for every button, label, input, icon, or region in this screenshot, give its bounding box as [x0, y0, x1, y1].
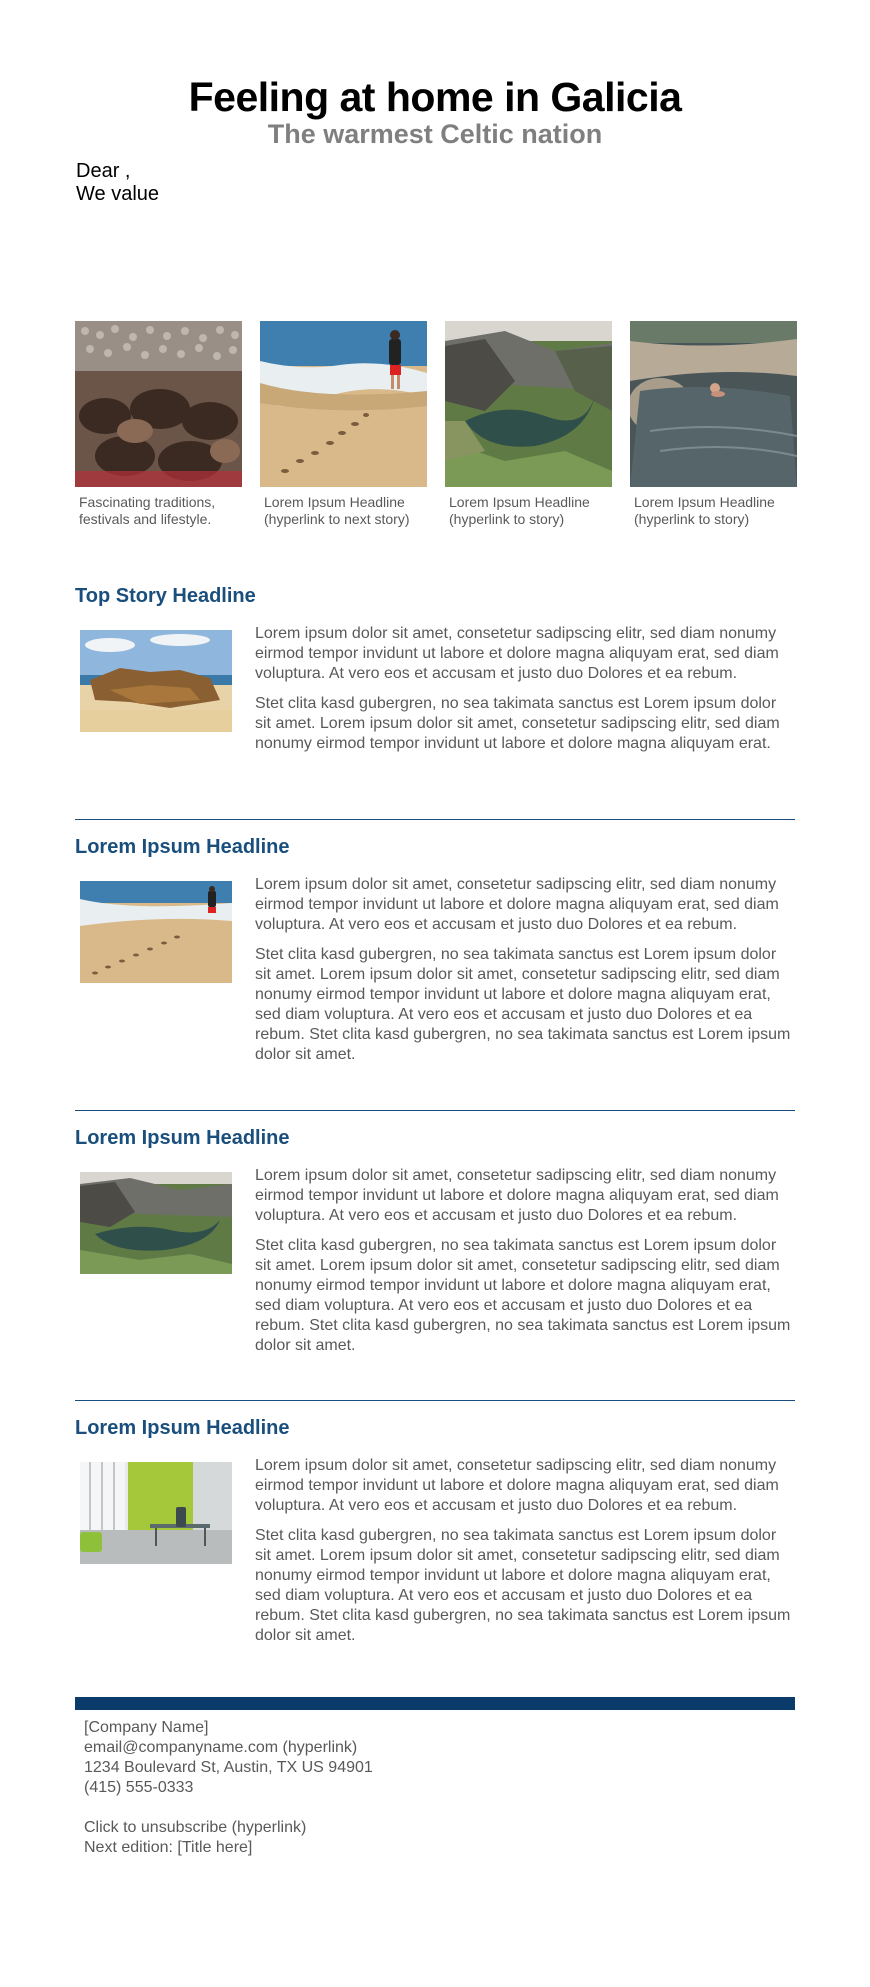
unsubscribe-link[interactable]: Click to unsubscribe (hyperlink) — [84, 1819, 307, 1836]
section-divider — [75, 1110, 795, 1111]
story-headline[interactable]: Lorem Ipsum Headline — [75, 1127, 290, 1149]
story-paragraph: Stet clita kasd gubergren, no sea takimata sanctus est Lorem ipsum dolor sit amet. Lorem ipsum dolor sit amet, consetetur sadipscing elitr, sed diam nonumy eirmod tempor invidunt ut labore et dolore magna aliquyam erat, sed diam voluptura. At vero eos et accusam et justo duo Dolores et ea rebum. Stet clita kasd gubergren, no sea takimata sanctus est Lorem ipsum dolor sit amet. — [255, 1237, 791, 1354]
newsletter-subtitle: The warmest Celtic nation — [267, 119, 603, 149]
section-divider — [75, 1400, 795, 1401]
story-headline[interactable]: Lorem Ipsum Headline — [75, 836, 290, 858]
story-paragraph: Lorem ipsum dolor sit amet, consetetur sadipscing elitr, sed diam nonumy eirmod tempor invidunt ut labore et dolore magna aliquyam erat, sed diam voluptura. At vero eos et accusam et justo duo Dolores et ea rebum. — [255, 876, 779, 933]
river-canyon-photo[interactable] — [80, 1172, 232, 1274]
thumbnail-caption[interactable]: Lorem Ipsum Headline (hyperlink to story) — [634, 494, 775, 527]
story-section — [75, 1127, 795, 1377]
greeting — [76, 160, 159, 206]
footer-bar — [75, 1697, 795, 1710]
thumbnail-caption: Fascinating traditions, festivals and lifestyle. — [79, 494, 216, 527]
phone: (415) 555-0333 — [84, 1779, 194, 1796]
greeting-line: Dear , — [76, 160, 131, 182]
story-paragraph: Stet clita kasd gubergren, no sea takimata sanctus est Lorem ipsum dolor sit amet. Lorem ipsum dolor sit amet, consetetur sadipscing elitr, sed diam nonumy eirmod tempor invidunt ut labore et dolore magna aliquyam erat. — [255, 695, 780, 752]
thumbnail-card[interactable] — [260, 321, 427, 528]
thumbnail-card[interactable] — [445, 321, 612, 528]
beach-footprints-photo[interactable] — [80, 881, 232, 983]
company-name: [Company Name] — [84, 1719, 209, 1736]
next-edition: Next edition: [Title here] — [84, 1839, 253, 1856]
story-section — [75, 585, 795, 810]
story-paragraph: Lorem ipsum dolor sit amet, consetetur sadipscing elitr, sed diam nonumy eirmod tempor invidunt ut labore et dolore magna aliquyam erat, sed diam voluptura. At vero eos et accusam et justo duo Dolores et ea rebum. — [255, 1457, 779, 1514]
story-headline[interactable]: Lorem Ipsum Headline — [75, 1417, 290, 1439]
river-canyon-photo[interactable] — [445, 321, 612, 487]
newsletter-title: Feeling at home in Galicia — [188, 74, 682, 120]
thumbnail-card[interactable] — [630, 321, 797, 528]
story-section — [75, 1417, 795, 1667]
story-paragraph: Lorem ipsum dolor sit amet, consetetur sadipscing elitr, sed diam nonumy eirmod tempor invidunt ut labore et dolore magna aliquyam erat, sed diam voluptura. At vero eos et accusam et justo duo Dolores et ea rebum. — [255, 625, 779, 682]
story-paragraph: Lorem ipsum dolor sit amet, consetetur sadipscing elitr, sed diam nonumy eirmod tempor invidunt ut labore et dolore magna aliquyam erat, sed diam voluptura. At vero eos et accusam et justo duo Dolores et ea rebum. — [255, 1167, 779, 1224]
thumbnail-card[interactable] — [75, 321, 242, 528]
horses-crowd-festival-photo[interactable] — [75, 321, 242, 487]
story-headline[interactable]: Top Story Headline — [75, 585, 256, 607]
story-section — [75, 836, 795, 1086]
story-paragraph: Stet clita kasd gubergren, no sea takimata sanctus est Lorem ipsum dolor sit amet. Lorem ipsum dolor sit amet, consetetur sadipscing elitr, sed diam nonumy eirmod tempor invidunt ut labore et dolore magna aliquyam erat, sed diam voluptura. At vero eos et accusam et justo duo Dolores et ea rebum. Stet clita kasd gubergren, no sea takimata sanctus est Lorem ipsum dolor sit amet. — [255, 1527, 791, 1644]
section-divider — [75, 819, 795, 820]
green-office-interior-photo[interactable] — [80, 1462, 232, 1564]
story-body — [255, 1456, 795, 1656]
coastal-rocks-photo[interactable] — [80, 630, 232, 732]
footer — [84, 1718, 373, 1858]
story-paragraph: Stet clita kasd gubergren, no sea takimata sanctus est Lorem ipsum dolor sit amet. Lorem ipsum dolor sit amet, consetetur sadipscing elitr, sed diam nonumy eirmod tempor invidunt ut labore et dolore magna aliquyam erat, sed diam voluptura. At vero eos et accusam et justo duo Dolores et ea rebum. Stet clita kasd gubergren, no sea takimata sanctus est Lorem ipsum dolor sit amet. — [255, 946, 791, 1063]
story-body — [255, 624, 795, 764]
greeting-line: We value — [76, 183, 160, 205]
hot-spring-pool-photo[interactable] — [630, 321, 797, 487]
story-body — [255, 1166, 795, 1366]
address: 1234 Boulevard St, Austin, TX US 94901 — [84, 1759, 373, 1776]
thumbnail-caption[interactable]: Lorem Ipsum Headline (hyperlink to story) — [449, 494, 590, 527]
story-body — [255, 875, 795, 1075]
thumbnail-caption[interactable]: Lorem Ipsum Headline (hyperlink to next story) — [264, 494, 410, 527]
email-link[interactable]: email@companyname.com (hyperlink) — [84, 1739, 358, 1756]
beach-footprints-photo[interactable] — [260, 321, 427, 487]
